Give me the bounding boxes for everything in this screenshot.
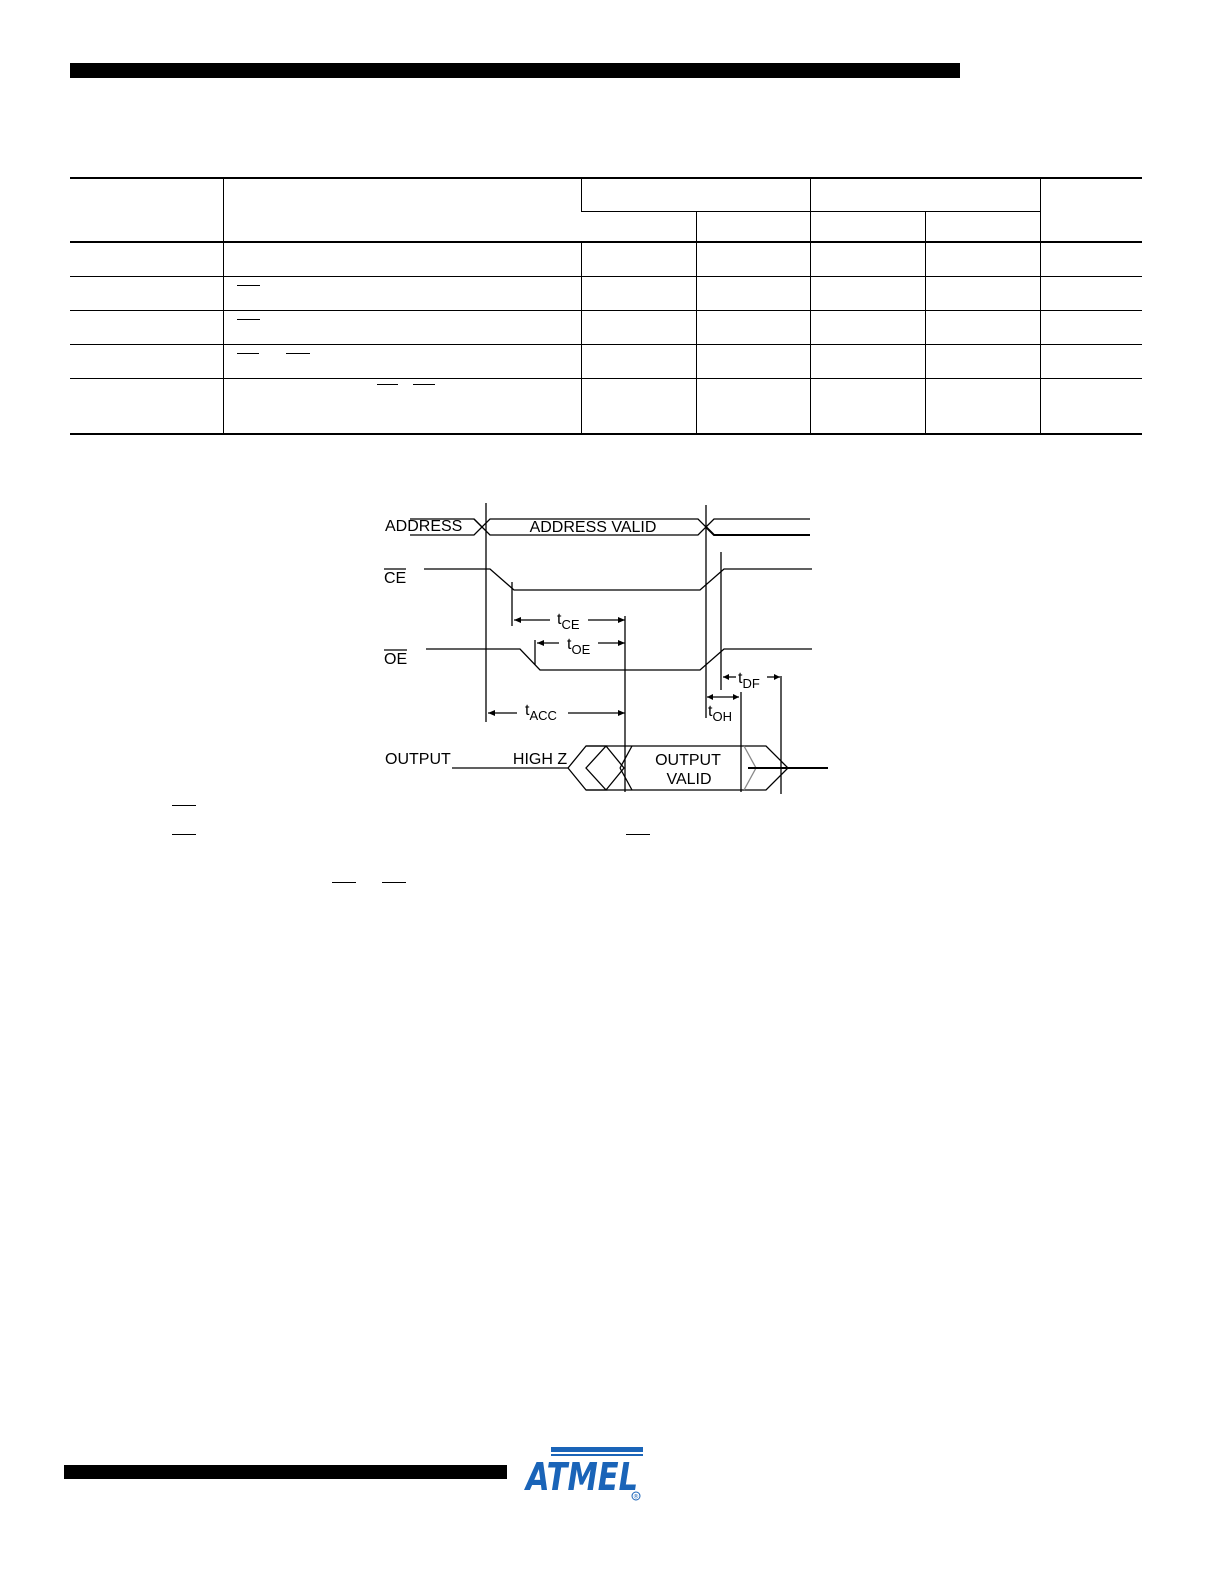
table-header-symbol xyxy=(70,178,223,242)
table-header-parameter xyxy=(223,178,581,242)
oe-label: OE xyxy=(384,651,408,668)
table-header-group-2 xyxy=(810,178,1040,211)
t-oe-label: $t_{OE}$ xyxy=(567,636,591,657)
footnote-overbar xyxy=(172,805,196,806)
table-cell xyxy=(925,345,1040,379)
output-valid-label-2: VALID xyxy=(666,771,712,788)
table-cell xyxy=(70,311,223,345)
table-cell xyxy=(70,242,223,277)
table-cell xyxy=(696,311,810,345)
overbar xyxy=(237,285,260,286)
t-df-label: $t_{DF}$ xyxy=(738,670,760,691)
table-cell xyxy=(925,277,1040,311)
table-cell xyxy=(1040,345,1142,379)
table-cell xyxy=(70,345,223,379)
table-cell xyxy=(696,345,810,379)
ce-waveform xyxy=(424,569,812,590)
atmel-logo xyxy=(524,1445,649,1505)
overbar xyxy=(237,353,259,354)
table-row xyxy=(70,311,1142,345)
header-bar xyxy=(70,63,960,78)
t-oh-label: $t_{OH}$ xyxy=(708,703,732,724)
oe-waveform xyxy=(426,649,812,670)
footnote-overbar xyxy=(332,882,356,883)
table-row xyxy=(70,379,1142,435)
logo-top-stripe xyxy=(551,1447,643,1452)
table-cell xyxy=(581,277,696,311)
table-cell xyxy=(810,311,925,345)
footnote-overbar xyxy=(626,834,650,835)
table-row xyxy=(70,242,1142,277)
footnote-overbar xyxy=(382,882,406,883)
overbar xyxy=(413,384,435,385)
table-cell xyxy=(581,311,696,345)
overbar xyxy=(237,319,260,320)
table-header-units xyxy=(1040,178,1142,242)
table-cell xyxy=(925,242,1040,277)
table-cell xyxy=(810,379,925,435)
t-oh-dimension xyxy=(707,694,739,700)
table-cell xyxy=(223,379,581,435)
table-cell xyxy=(223,242,581,277)
table-cell xyxy=(223,277,581,311)
table-cell xyxy=(696,242,810,277)
ce-label: CE xyxy=(384,570,407,587)
table-row xyxy=(70,277,1142,311)
table-cell xyxy=(223,345,581,379)
footnote-overbar xyxy=(172,834,196,835)
table-cell xyxy=(696,379,810,435)
table-header-max-1 xyxy=(696,211,810,242)
output-valid-label-1: OUTPUT xyxy=(655,752,721,769)
table-cell xyxy=(1040,242,1142,277)
table-cell xyxy=(1040,277,1142,311)
address-valid-label: ADDRESS VALID xyxy=(529,519,657,536)
table-cell xyxy=(70,277,223,311)
table-cell xyxy=(1040,379,1142,435)
table-cell xyxy=(581,345,696,379)
footer-bar xyxy=(64,1465,507,1479)
table-header-min-2 xyxy=(810,211,925,242)
logo-wordmark: ATMEL xyxy=(524,1455,638,1499)
timing-spec-table xyxy=(70,177,1142,435)
table-header-min-1 xyxy=(581,211,696,242)
registered-letter: ® xyxy=(633,1493,639,1501)
overbar xyxy=(286,353,310,354)
table-cell xyxy=(925,311,1040,345)
table-cell xyxy=(925,379,1040,435)
table-cell xyxy=(70,379,223,435)
table-cell xyxy=(581,379,696,435)
t-ce-label: $t_{CE}$ xyxy=(557,611,580,632)
table-header-max-2 xyxy=(925,211,1040,242)
table-row xyxy=(70,345,1142,379)
table-cell xyxy=(223,311,581,345)
table-cell xyxy=(810,345,925,379)
table-cell xyxy=(1040,311,1142,345)
t-acc-label: $t_{ACC}$ xyxy=(525,702,557,723)
address-label: ADDRESS xyxy=(385,518,463,535)
table-header-group-1 xyxy=(581,178,810,211)
output-label: OUTPUT xyxy=(385,751,451,768)
read-timing-diagram xyxy=(370,498,840,798)
table-cell xyxy=(810,242,925,277)
table-cell xyxy=(581,242,696,277)
table-cell xyxy=(810,277,925,311)
table-cell xyxy=(696,277,810,311)
high-z-label: HIGH Z xyxy=(512,751,568,768)
overbar xyxy=(377,384,398,385)
